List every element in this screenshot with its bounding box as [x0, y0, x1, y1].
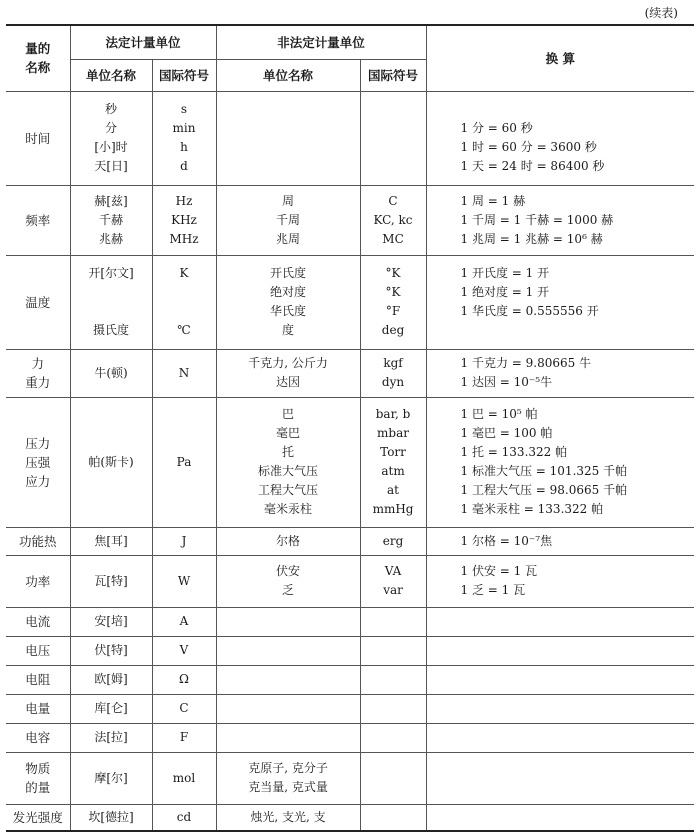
nonlegal-unit-name-cell-line: 达因: [276, 375, 301, 389]
table-row: [6, 349, 694, 397]
legal-unit-name-cell-line: 伏[特]: [94, 643, 128, 657]
nonlegal-unit-name-cell-line: 尔格: [276, 533, 301, 548]
conversion-cell-line: 1 伏安 = 1 瓦: [460, 564, 538, 578]
units-table: [6, 24, 694, 832]
legal-symbol-cell-line: Hz: [175, 193, 193, 208]
conversion-cell-line: 1 托 = 133.322 帕: [460, 445, 568, 459]
conversion-cell-line: 1 千周 = 1 千赫 = 1000 赫: [460, 212, 614, 227]
legal-unit-name-cell: [70, 723, 152, 752]
quantity-name-cell: 频率: [6, 185, 70, 255]
legal-symbol-cell-line: [153, 283, 216, 302]
quantity-name-cell: 电流: [6, 607, 70, 636]
nonlegal-unit-name-cell: [216, 607, 360, 636]
nonlegal-unit-name-cell-line: 伏安: [276, 564, 301, 578]
conversion-cell: [426, 665, 694, 694]
legal-unit-name-cell-line: 欧[姆]: [94, 672, 128, 686]
nonlegal-symbol-cell-line: Torr: [380, 445, 406, 459]
nonlegal-unit-name-cell-line: 毫米汞柱: [264, 502, 313, 516]
legal-unit-name-cell-line: 帕(斯卡): [88, 454, 134, 469]
legal-unit-name-cell-line: 开[尔文]: [88, 266, 134, 280]
legal-symbol-cell: [152, 607, 216, 636]
nonlegal-symbol-cell-line: at: [387, 483, 400, 497]
legal-unit-name-cell: [70, 804, 152, 831]
nonlegal-unit-name-cell: [216, 694, 360, 723]
nonlegal-unit-name-cell: [216, 636, 360, 665]
legal-symbol-cell: [152, 804, 216, 831]
nonlegal-unit-name-cell-line: 华氏度: [270, 304, 307, 318]
nonlegal-symbol-cell-line: MC: [382, 231, 404, 246]
conversion-cell-line: 1 毫巴 = 100 帕: [460, 426, 553, 440]
nonlegal-symbol-cell-line: atm: [381, 464, 405, 478]
legal-unit-name-cell-line: [小]时: [94, 140, 128, 154]
legal-unit-name-cell-line: 摄氏度: [92, 323, 129, 337]
conversion-cell-line: 1 毫米汞柱 = 133.322 帕: [460, 502, 604, 516]
legal-symbol-cell: [152, 723, 216, 752]
conversion-cell: [426, 555, 694, 607]
nonlegal-unit-name-cell-line: 千周: [276, 212, 301, 227]
header-non-legal-units: 非法定计量单位: [216, 25, 426, 59]
nonlegal-symbol-cell: [360, 804, 426, 831]
conversion-cell: [426, 723, 694, 752]
legal-symbol-cell-line: d: [180, 159, 188, 173]
legal-symbol-cell: [152, 91, 216, 185]
legal-unit-name-cell: [70, 91, 152, 185]
nonlegal-unit-name-cell-line: 绝对度: [270, 285, 307, 299]
legal-symbol-cell: [152, 636, 216, 665]
header-quantity-name: 量的 名称: [6, 25, 70, 91]
nonlegal-symbol-cell: [360, 636, 426, 665]
legal-symbol-cell-line: s: [180, 102, 188, 116]
nonlegal-unit-name-cell-line: 周: [282, 193, 295, 208]
legal-symbol-cell-line: J: [181, 533, 187, 548]
nonlegal-unit-name-cell: [216, 185, 360, 255]
table-row: [6, 397, 694, 527]
legal-unit-name-cell: [70, 349, 152, 397]
conversion-cell-line: 1 天 = 24 时 = 86400 秒: [460, 159, 605, 173]
legal-symbol-cell-line: C: [179, 701, 189, 715]
legal-symbol-cell-line: W: [177, 573, 191, 588]
conversion-cell: [426, 349, 694, 397]
nonlegal-symbol-cell: [360, 349, 426, 397]
legal-unit-name-cell-line: 瓦[特]: [94, 573, 128, 588]
nonlegal-unit-name-cell: [216, 665, 360, 694]
conversion-cell-line: 1 绝对度 = 1 开: [460, 285, 550, 299]
nonlegal-symbol-cell-line: mmHg: [372, 502, 414, 516]
nonlegal-unit-name-cell: [216, 397, 360, 527]
quantity-name-cell: 物质 的量: [6, 752, 70, 804]
table-row: [6, 607, 694, 636]
header-intl-symbol-2: 国际符号: [360, 59, 426, 91]
table-row: [6, 91, 694, 185]
legal-unit-name-cell-line: [71, 283, 152, 302]
conversion-cell: [426, 694, 694, 723]
conversion-cell: [426, 185, 694, 255]
nonlegal-symbol-cell-line: erg: [382, 533, 404, 548]
quantity-name-cell: 力 重力: [6, 349, 70, 397]
nonlegal-unit-name-cell-line: 托: [282, 445, 295, 459]
quantity-name-cell: 功能热: [6, 527, 70, 555]
nonlegal-symbol-cell: [360, 255, 426, 349]
table-row: [6, 255, 694, 349]
conversion-cell-line: 1 分 = 60 秒: [460, 121, 533, 135]
continued-label: (续表): [644, 6, 678, 20]
conversion-cell: [426, 397, 694, 527]
legal-unit-name-cell-line: 赫[兹]: [94, 193, 128, 208]
nonlegal-unit-name-cell-line: 标准大气压: [258, 464, 319, 478]
nonlegal-symbol-cell-line: KC, kc: [373, 212, 413, 227]
legal-symbol-cell-line: MHz: [169, 231, 199, 246]
legal-unit-name-cell-line: 千赫: [98, 212, 123, 227]
legal-unit-name-cell-line: 库[仑]: [94, 701, 128, 715]
table-row: [6, 636, 694, 665]
legal-symbol-cell: [152, 185, 216, 255]
legal-unit-name-cell-line: 兆赫: [98, 231, 123, 246]
nonlegal-unit-name-cell: [216, 752, 360, 804]
nonlegal-unit-name-cell: [216, 255, 360, 349]
legal-unit-name-cell-line: [71, 302, 152, 321]
nonlegal-symbol-cell: [360, 185, 426, 255]
legal-symbol-cell: [152, 349, 216, 397]
legal-symbol-cell-line: cd: [176, 809, 192, 824]
legal-symbol-cell-line: Ω: [179, 672, 189, 686]
legal-symbol-cell: [152, 255, 216, 349]
nonlegal-unit-name-cell-line: 度: [282, 323, 295, 337]
nonlegal-symbol-cell: [360, 607, 426, 636]
conversion-cell-line: 1 开氏度 = 1 开: [460, 266, 550, 280]
conversion-cell-line: 1 时 = 60 分 = 3600 秒: [460, 140, 597, 154]
legal-symbol-cell-line: ℃: [177, 323, 191, 337]
legal-unit-name-cell: [70, 752, 152, 804]
quantity-name-cell: 时间: [6, 91, 70, 185]
nonlegal-symbol-cell-line: bar, b: [375, 407, 411, 421]
quantity-name-cell: 压力 压强 应力: [6, 397, 70, 527]
nonlegal-symbol-cell-line: °F: [385, 304, 401, 318]
nonlegal-symbol-cell-line: °K: [385, 266, 401, 280]
legal-unit-name-cell-line: 焦[耳]: [94, 533, 128, 548]
table-row: [6, 555, 694, 607]
legal-symbol-cell: [152, 665, 216, 694]
nonlegal-symbol-cell: [360, 527, 426, 555]
legal-unit-name-cell-line: 天[日]: [94, 159, 128, 173]
nonlegal-unit-name-cell-line: 克当量, 克式量: [248, 780, 328, 794]
legal-symbol-cell-line: h: [180, 140, 188, 154]
legal-unit-name-cell-line: 安[培]: [94, 614, 128, 628]
legal-symbol-cell-line: K: [179, 266, 189, 280]
conversion-cell: [426, 91, 694, 185]
table-row: [6, 665, 694, 694]
legal-symbol-cell: [152, 694, 216, 723]
legal-symbol-cell: [152, 527, 216, 555]
conversion-cell-line: 1 达因 = 10⁻⁵牛: [460, 375, 553, 389]
legal-symbol-cell-line: [153, 302, 216, 321]
nonlegal-unit-name-cell: [216, 349, 360, 397]
nonlegal-unit-name-cell: [216, 723, 360, 752]
nonlegal-unit-name-cell-line: 乏: [282, 583, 295, 597]
nonlegal-symbol-cell: [360, 752, 426, 804]
legal-unit-name-cell-line: 法[拉]: [94, 730, 128, 744]
legal-unit-name-cell: [70, 255, 152, 349]
quantity-name-cell: 电容: [6, 723, 70, 752]
header-legal-units: 法定计量单位: [70, 25, 216, 59]
nonlegal-unit-name-cell-line: 巴: [282, 407, 295, 421]
conversion-cell: [426, 804, 694, 831]
nonlegal-unit-name-cell-line: 兆周: [276, 231, 301, 246]
nonlegal-symbol-cell-line: VA: [384, 564, 402, 578]
header-unit-name-2: 单位名称: [216, 59, 360, 91]
legal-symbol-cell-line: mol: [172, 770, 196, 785]
legal-symbol-cell-line: N: [178, 365, 190, 380]
legal-unit-name-cell-line: 摩[尔]: [94, 770, 128, 785]
conversion-cell-line: 1 周 = 1 赫: [460, 193, 526, 208]
conversion-cell-line: 1 乏 = 1 瓦: [460, 583, 526, 597]
nonlegal-unit-name-cell-line: 克原子, 克分子: [248, 761, 328, 775]
nonlegal-symbol-cell: [360, 91, 426, 185]
nonlegal-symbol-cell: [360, 694, 426, 723]
nonlegal-symbol-cell-line: °K: [385, 285, 401, 299]
quantity-name-cell: 电阻: [6, 665, 70, 694]
conversion-cell-line: 1 尔格 = 10⁻⁷焦: [460, 533, 553, 548]
table-row: [6, 804, 694, 831]
nonlegal-unit-name-cell-line: 毫巴: [276, 426, 301, 440]
conversion-cell-line: 1 工程大气压 = 98.0665 千帕: [460, 483, 628, 497]
nonlegal-unit-name-cell: [216, 804, 360, 831]
nonlegal-unit-name-cell-line: 工程大气压: [258, 483, 319, 497]
legal-symbol-cell-line: Pa: [176, 454, 192, 469]
legal-unit-name-cell: [70, 694, 152, 723]
header-unit-name: 单位名称: [70, 59, 152, 91]
conversion-cell-line: 1 巴 = 10⁵ 帕: [460, 407, 538, 421]
nonlegal-symbol-cell: [360, 555, 426, 607]
nonlegal-symbol-cell-line: dyn: [381, 375, 405, 389]
conversion-cell: [426, 752, 694, 804]
legal-unit-name-cell: [70, 555, 152, 607]
legal-unit-name-cell: [70, 607, 152, 636]
conversion-cell: [426, 607, 694, 636]
table-row: [6, 694, 694, 723]
legal-unit-name-cell-line: 坎[德拉]: [88, 809, 134, 824]
header-conversion: 换 算: [426, 25, 694, 91]
legal-symbol-cell-line: KHz: [171, 212, 197, 227]
quantity-name-cell: 发光强度: [6, 804, 70, 831]
quantity-name-cell: 温度: [6, 255, 70, 349]
table-body: [6, 91, 694, 831]
nonlegal-symbol-cell-line: var: [383, 583, 403, 597]
legal-symbol-cell: [152, 397, 216, 527]
legal-unit-name-cell-line: 秒: [104, 102, 117, 116]
header-intl-symbol: 国际符号: [152, 59, 216, 91]
legal-symbol-cell: [152, 555, 216, 607]
legal-unit-name-cell: [70, 636, 152, 665]
quantity-name-cell: 电压: [6, 636, 70, 665]
legal-symbol-cell-line: min: [172, 121, 196, 135]
legal-unit-name-cell-line: 分: [104, 121, 117, 135]
conversion-cell-line: 1 华氏度 = 0.555556 开: [460, 304, 599, 318]
conversion-cell: [426, 636, 694, 665]
nonlegal-symbol-cell: [360, 665, 426, 694]
nonlegal-unit-name-cell: [216, 91, 360, 185]
table-row: [6, 185, 694, 255]
nonlegal-symbol-cell-line: mbar: [377, 426, 409, 440]
nonlegal-symbol-cell: [360, 397, 426, 527]
conversion-cell-line: 1 兆周 = 1 兆赫 = 10⁶ 赫: [460, 231, 603, 246]
nonlegal-unit-name-cell-line: 开氏度: [270, 266, 307, 280]
table-row: [6, 527, 694, 555]
conversion-cell-line: 1 标准大气压 = 101.325 千帕: [460, 464, 628, 478]
table-row: [6, 723, 694, 752]
legal-unit-name-cell: [70, 665, 152, 694]
nonlegal-unit-name-cell-line: 烛光, 支光, 支: [250, 809, 326, 824]
legal-unit-name-cell-line: 牛(顿): [94, 365, 128, 380]
conversion-cell: [426, 255, 694, 349]
conversion-cell-line: 1 千克力 = 9.80665 牛: [460, 356, 592, 370]
legal-symbol-cell-line: A: [179, 614, 189, 628]
nonlegal-symbol-cell-line: C: [388, 193, 398, 208]
conversion-cell: [426, 527, 694, 555]
legal-symbol-cell: [152, 752, 216, 804]
nonlegal-unit-name-cell: [216, 555, 360, 607]
legal-symbol-cell-line: F: [179, 730, 189, 744]
legal-unit-name-cell: [70, 527, 152, 555]
table-row: [6, 752, 694, 804]
quantity-name-cell: 功率: [6, 555, 70, 607]
legal-unit-name-cell: [70, 185, 152, 255]
nonlegal-symbol-cell-line: deg: [381, 323, 405, 337]
quantity-name-cell: 电量: [6, 694, 70, 723]
legal-unit-name-cell: [70, 397, 152, 527]
nonlegal-symbol-cell-line: kgf: [383, 356, 403, 370]
nonlegal-unit-name-cell: [216, 527, 360, 555]
nonlegal-symbol-cell: [360, 723, 426, 752]
legal-symbol-cell-line: V: [179, 643, 189, 657]
nonlegal-unit-name-cell-line: 千克力, 公斤力: [248, 356, 328, 370]
